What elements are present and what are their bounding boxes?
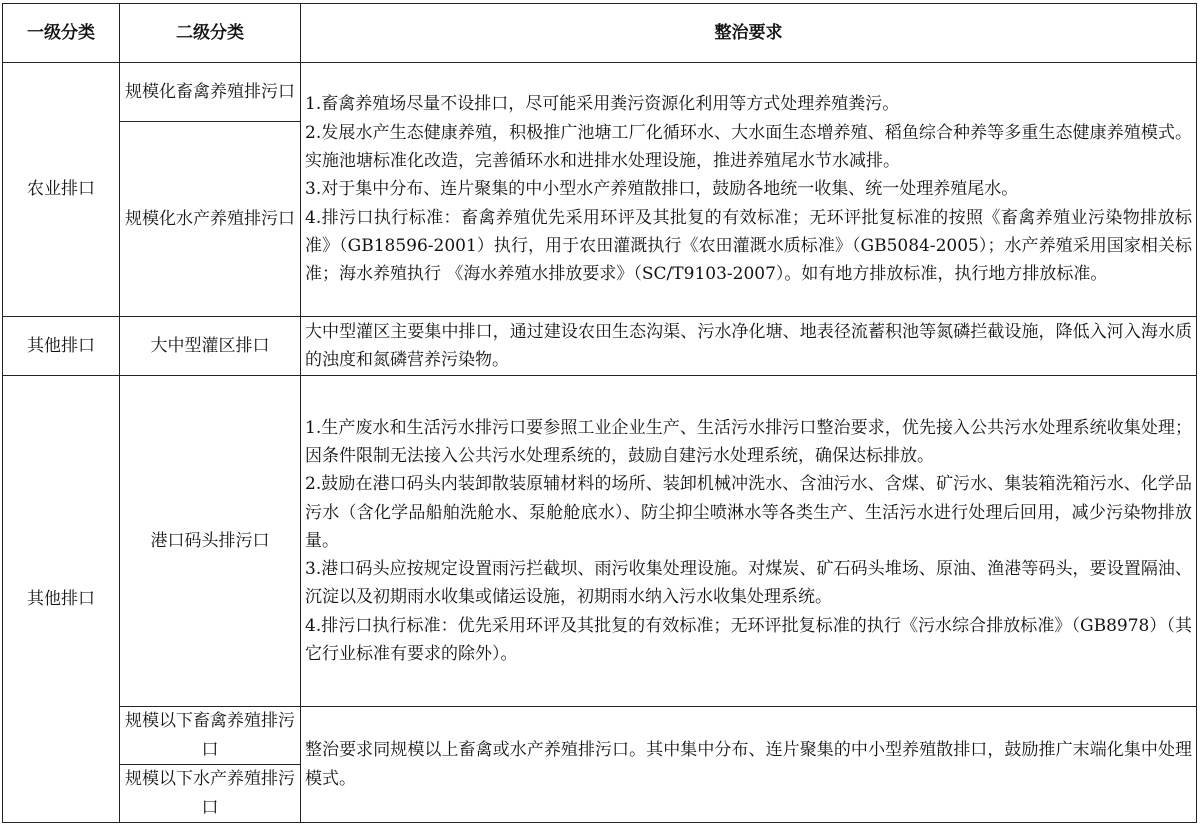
requirements-port [301,376,1197,707]
requirement-paragraph: 2.鼓励在港口码头内装卸散装原辅材料的场所、装卸机械冲洗水、含油污水、含煤、矿污水、集装箱洗箱污水、化学品污水（含化学品船舶洗舱水、泵舱舱底水）、防尘抑尘喷淋水等各类生产、生活污水进行处理后回用，减少污染物排放量。 [305,474,1192,551]
level1-agri: 农业排口 [3,63,120,317]
level2-small-aquaculture: 规模以下水产养殖排污口 [120,765,301,823]
level1-irrigation: 其他排口 [3,317,120,376]
regulation-table [2,3,1197,823]
header-row [3,4,1197,63]
requirement-paragraph: 1.生产废水和生活污水排污口要参照工业企业生产、生活污水排污口整治要求，优先接入公共污水处理系统收集处理；因条件限制无法接入公共污水处理系统的，鼓励自建污水处理系统，确保达标排放。 [305,417,1192,466]
requirement-paragraph: 1.畜禽养殖场尽量不设排口，尽可能采用粪污资源化利用等方式处理养殖粪污。 [305,94,900,115]
table-row [3,707,1197,765]
requirements-irrigation [301,317,1197,376]
requirement-paragraph: 4.排污口执行标准：优先采用环评及其批复的有效标准；无环评批复标准的执行《污水综合排放标准》（GB8978）（其它行业标准有要求的除外）。 [305,615,1192,665]
level2-port: 港口码头排污口 [120,376,301,707]
level2-small-livestock: 规模以下畜禽养殖排污口 [120,707,301,765]
level2-livestock: 规模化畜禽养殖排污口 [120,63,301,122]
header-level1: 一级分类 [3,4,120,63]
table-row [3,317,1197,376]
header-level2: 二级分类 [120,4,301,63]
requirement-paragraph: 3.港口码头应按规定设置雨污拦截坝、雨污收集处理设施。对煤炭、矿石码头堆场、原油、渔港等码头，要设置隔油、沉淀以及初期雨水收集或储运设施，初期雨水纳入污水收集处理系统。 [305,559,1192,608]
requirement-paragraph: 4.排污口执行标准：畜禽养殖优先采用环评及其批复的有效标准；无环评批复标准的按照《畜禽养殖业污染物排放标准》（GB18596-2001）执行，用于农田灌溉执行《农田灌溉水质标准》（GB5084-2005）；水产养殖采用国家相关标准；海水养殖执行 《海水养殖水排放要求》（SC/T9103-2007）。如有地方排放标准，执行地方排放标准。 [305,207,1192,285]
requirement-paragraph: 2.发展水产生态健康养殖，积极推广池塘工厂化循环水、大水面生态增养殖、稻鱼综合种养等多重生态健康养殖模式。实施池塘标准化改造，完善循环水和进排水处理设施，推进养殖尾水节水减排。 [305,122,1192,172]
level2-irrigation: 大中型灌区排口 [120,317,301,376]
table-row [3,376,1197,707]
requirement-paragraph: 整治要求同规模以上畜禽或水产养殖排污口。其中集中分布、连片聚集的中小型养殖散排口，鼓励推广末端化集中处理模式。 [305,740,1192,789]
header-requirements: 整治要求 [301,4,1197,63]
requirement-paragraph: 3.对于集中分布、连片聚集的中小型水产养殖散排口，鼓励各地统一收集、统一处理养殖尾水。 [305,179,1019,200]
level1-other: 其他排口 [3,376,120,823]
level2-aquaculture: 规模化水产养殖排污口 [120,122,301,317]
table-row [3,63,1197,122]
requirements-small [301,707,1197,823]
requirement-paragraph: 大中型灌区主要集中排口，通过建设农田生态沟渠、污水净化塘、地表径流蓄积池等氮磷拦截设施，降低入河入海水质的浊度和氮磷营养污染物。 [305,321,1192,370]
requirements-agri [301,63,1197,317]
